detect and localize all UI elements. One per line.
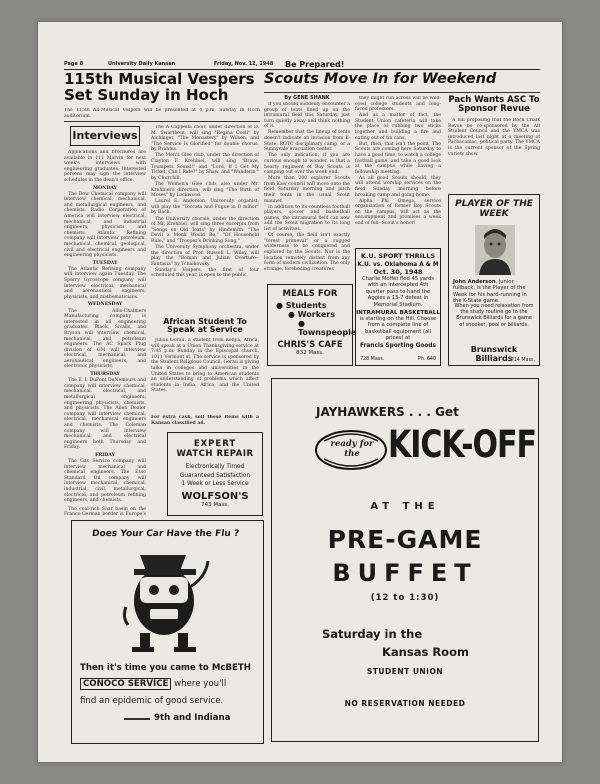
scouts-para: In addition to its countless football players, soccer and basketball games, the intramural field can now add the Scout migration to its long list of activities.	[264, 204, 350, 233]
vespers-para: Sunday's Vespers, the first of four scheduled this year, is open to the public.	[151, 267, 259, 279]
player-tagline: When you need relaxation from the study routine go to the Brunswick Billiards for a game of snooker, pool or billiards.	[454, 303, 534, 328]
pach-text: A bill proposing that the Rock Chalk Revue be co-sponsored by the All Student Council and the YMCA was introduced last night at a meeting of Pachacamac, political party. The YMCA is the current sponsor of the Spring variety show.	[448, 118, 540, 157]
pach-headline: Pach Wants ASC To Sponsor Revue	[448, 95, 540, 114]
watch-line4: Guaranteed Satisfaction	[179, 472, 251, 479]
day-label: MONDAY	[93, 185, 117, 191]
vespers-para: Laurel E. Anderson, University organist, will play the "Toccata and Fugue in D minor" by Bach.	[151, 199, 259, 216]
day-label: FRIDAY	[95, 452, 115, 458]
interviews-column	[64, 150, 146, 516]
sick-car-illustration	[120, 547, 212, 653]
jayhawk-no-reservation: NO RESERVATION NEEDED	[344, 699, 466, 708]
jayhawk-at-the: AT THE	[370, 501, 440, 512]
thrills-title: K.U. SPORT THRILLS	[360, 252, 436, 260]
meals-item-label: Workers	[297, 310, 335, 319]
issue-date: Friday, Nov. 12, 1948	[214, 61, 274, 67]
meals-title: MEALS FOR	[282, 289, 338, 299]
conoco-address: 9th and Indiana	[154, 713, 231, 723]
day-text: The Dow Chemical company will interview chemical, mechanical, and metallurgical engineers, and chemists. Radio Corporation of America will interview electrical, mechanical, and industrial engineers; physicists and chemists. Atlantic Refining company will interview petroleum, mechanical, chemical, geological, civil and electrical engineers and engineering physicists.	[64, 191, 146, 259]
player-name: John Anderson	[453, 279, 496, 285]
chris-cafe-ad	[267, 284, 357, 366]
page-number: Page 8	[64, 61, 84, 67]
vespers-column	[151, 125, 259, 316]
meals-item-label: Townspeople	[298, 328, 357, 337]
page-header	[64, 60, 540, 70]
scouts-column-2	[355, 96, 441, 246]
rule	[64, 121, 260, 122]
player-title: PLAYER OF THE WEEK	[455, 199, 533, 219]
player-blurb	[453, 279, 535, 305]
player-text: , junior fullback, is the Player of the Week for his hard-running in the K-State game.	[453, 279, 527, 305]
scouts-para: Remember that the lineup of tents doesn't indicate an invasion from K-State, ROTC disciplinary camp, or a Sunnyvale evacuation center.	[264, 130, 350, 153]
watch-line1: EXPERT	[193, 439, 237, 449]
conoco-line2-rest: where you'll	[171, 679, 227, 689]
day-label: THURSDAY	[90, 372, 120, 378]
jayhawk-time: (12 to 1:30)	[370, 593, 440, 603]
vespers-para: The A Cappella choir, under direction of D. M. Swarthout, will sing "Regina Coeli" by Aichinger, "The Monastery" by Wilson, and "The Service Is Glorified" for double chorus, by Brahms.	[151, 125, 259, 153]
scouts-column-1	[264, 102, 350, 280]
conoco-ad	[71, 520, 264, 744]
conoco-line2-group	[80, 679, 226, 689]
watch-store-name: WOLFSON'S	[181, 490, 249, 502]
day-label: WEDNESDAY	[87, 302, 123, 308]
conoco-line1: Then it's time you came to McBETH	[80, 663, 251, 673]
scouts-headline: Scouts Move In for Weekend	[264, 71, 497, 87]
watch-repair-ad	[167, 432, 263, 516]
thrills-text: Charlie Moffet fled 45 yards with an intercepted 4th quarter pass to hand the Aggies a 13-7 defeat in Memorial Stadium.	[362, 276, 434, 308]
day-text: The E. I. DuPont DeNemours and company will interview chemical, mechanical, electrical, and metallurgical engineers; engineering physicists, chemists, and physicists. The Allen Dealer company will interview chemical, electrical, mechanical engineers and chemists. The Coleman company will interview mechanical and electrical engineers both Thursday and Friday.	[64, 378, 146, 451]
intramural-title: INTRAMURAL BASKETBALL	[356, 310, 440, 317]
vespers-para: The University chorale, under the direction of Mr. Krehbiel, will sing three excerpts from "Songs on Old Texts" by Hindemith: "The Devil a Monk Would Be," "Of Household Rule," and "Trooper's Drinking Song."	[151, 216, 259, 244]
conoco-service-label: CONOCO SERVICE	[80, 678, 171, 690]
scouts-para: But, then, that isn't the point. The Scouts are coming here Saturday to have a good time, to watch a college football game, and take a good look at the campus while having a fellowship meeting.	[355, 141, 441, 175]
jayhawk-line1: JAYHAWKERS . . . Get	[316, 405, 459, 419]
conoco-line3: find an epidemic of good service.	[80, 696, 224, 706]
scouts-para: they might run across will be wild-eyed college students and long-faced professors.	[355, 96, 441, 113]
jayhawk-buffet: BUFFET	[332, 559, 478, 587]
sporting-goods-address: 728 Mass.	[360, 357, 385, 362]
billiards-address: 714 Mass.	[510, 358, 535, 363]
thrills-matchup: K.U. vs. Oklahoma A & M	[357, 262, 439, 268]
classified-note: For extra cash, sell those items with a Kansan classified ad.	[151, 415, 259, 426]
vespers-lead: The 115th All-Musical Vespers will be presented at 4 p.m. Sunday in Hoch auditorium.	[64, 108, 260, 119]
african-column	[151, 338, 259, 414]
thrills-date: Oct. 30, 1948	[373, 268, 423, 276]
day-text: The Gas Service company will interview mechanical and chemical engineers. The Esso Standard Oil company will interview mechanical, chemical, industrial, civil, metallurgical, electrical, and petroleum refining engineers, and chemists.	[64, 458, 146, 504]
vespers-para: The University Symphony orchestra, under the direction of Prof. Russell L. Wiley, will play the "Roman and Julian Overture--Fantasia" by Tchaikovsky.	[151, 244, 259, 267]
pregame-buffet-ad	[271, 378, 539, 742]
vespers-para: The Women's Glee club, also under Mr. Krehbiel's direction, will sing "The Birth of Moses" by Lockwood.	[151, 181, 259, 199]
interviews-heading-box	[70, 126, 140, 146]
watch-line5: 1 Week or Less Service	[181, 481, 249, 487]
jayhawk-ready: ready for the	[330, 439, 374, 459]
sporting-goods-name: Francis Sporting Goods	[360, 342, 436, 349]
scouts-para: If you should suddenly encounter a group of tents lined up on the intramural field this Saturday, just turn quietly away and think nothing of it.	[264, 102, 350, 130]
jayhawk-room: Kansas Room	[382, 645, 469, 659]
intramural-text: is starting on the Hill. Choose from a complete line of basketball equipment (all prices) at	[359, 316, 437, 342]
watch-address: 743 Mass.	[201, 501, 229, 508]
scouts-para: The only indication, if you are curious enough to wonder, is that a hearty regiment of Boy Scouts is camping out over the week end.	[264, 153, 350, 176]
jayhawk-pregame: PRE-GAME	[327, 525, 483, 554]
sporting-goods-phone: Ph. 640	[417, 357, 436, 362]
meals-item-workers: ● Workers	[288, 310, 335, 319]
meals-item-students: ● Students	[276, 301, 327, 310]
be-prepared-label: Be Prepared!	[285, 60, 345, 69]
conoco-title: Does Your Car Have the Flu ?	[91, 529, 240, 539]
paper-name: University Daily Kansan	[108, 61, 176, 67]
african-text: Julius Gorau, a student from Kenya, Africa, will speak at a Union Thanksgiving service at 7:45 p.m. Sunday in the Episcopal church, 1011 Vermont st. The service is sponsored by the Student Religious Council. Gorau is giving talks in colleges and universities in the United States to bring to American students an understanding of problems which affect students in India, Africa, and the United States.	[151, 338, 259, 394]
scouts-para: Of course, the field isn't exactly "forest primeval" or a rugged wilderness to be conquered and explored by the Scouts. Nor is the location remotely distant from any form of modern civilization. The only strange, foreboding creatures	[264, 233, 350, 272]
pach-column	[448, 118, 540, 188]
player-of-week-ad	[448, 194, 540, 366]
african-headline: African Student To Speak at Service	[163, 317, 247, 335]
billiards-name: Brunswick Billiards	[470, 345, 518, 363]
meals-item-label: Students	[285, 301, 327, 310]
scouts-para: And as a matter of fact, the Student Union cafeteria will take the place of rubbing two sticks together and building a fire and eating out of tin cans.	[355, 113, 441, 141]
cafe-address: 832 Mass.	[296, 350, 324, 356]
day-text: The Allis-Chalmers Manufacturing company is interested in all engineering graduates. Black, Sivalls, and Bryson will interview chemical, mechanical, and petroleum engineers. The AC Spark Plug division of GM will interview electrical, mechanical, and aeronautical engineers, and electronic physicists.	[64, 308, 146, 370]
scouts-byline: By GENE SHANK	[284, 95, 330, 101]
scouts-para: Alpha Phi Omega, service organization of former Boy Scouts on the campus, will act as the encampment and promises a week end of fun--Scout's honor!	[355, 198, 441, 227]
watch-line3: Electronically Timed	[185, 464, 245, 470]
rule	[264, 92, 540, 93]
vespers-headline: 115th Musical Vespers Set Sunday in Hoch	[64, 70, 255, 104]
saar-item: The coal-rich Saar basin on the Franco-German border is Europe's	[64, 506, 146, 516]
day-label: TUESDAY	[92, 260, 118, 266]
interviews-intro: Applications and brochures are available in 111 Marvin for next week's interviews with engineering graduates. Interested persons may sign the interview schedules in the dean's office.	[64, 150, 146, 183]
jayhawk-saturday: Saturday in the	[322, 627, 423, 641]
rule	[124, 718, 150, 720]
sport-thrills-ad	[355, 248, 441, 366]
cafe-name: CHRIS'S CAFE	[277, 340, 343, 350]
scouts-para: More than 200 explorer Scouts from Kaw council will move onto the field Saturday morning and pitch their tents in the usual Scout manner.	[264, 176, 350, 204]
day-text: The Atlantic Refining company will interview again Tuesday. The Sperry Gyroscope company will interview electrical, mechanical and aeronautical engineers, physicists, and mathematicians.	[64, 266, 146, 300]
watch-line2: WATCH REPAIR	[176, 449, 254, 459]
jayhawk-union: STUDENT UNION	[366, 667, 444, 676]
meals-item-townspeople: ● Townspeople	[298, 319, 357, 337]
interviews-title: Interviews	[72, 129, 138, 142]
vespers-para: The Men's Glee club, under the direction of Clayton F. Krehbiel, will sing "Brave, Trumpets Sound!" and "Lord, If I Get My Ticket, Can I Ride?" by Shaw, and "Wanderin'" by Churchill.	[151, 153, 259, 181]
scouts-para: As all good Scouts should, they will attend worship services on the field Sunday morning before breaking camp and going home.	[355, 175, 441, 198]
jayhawk-kickoff: KICK-OFF	[388, 423, 537, 467]
player-photo	[475, 225, 515, 275]
newspaper-page	[38, 22, 562, 762]
